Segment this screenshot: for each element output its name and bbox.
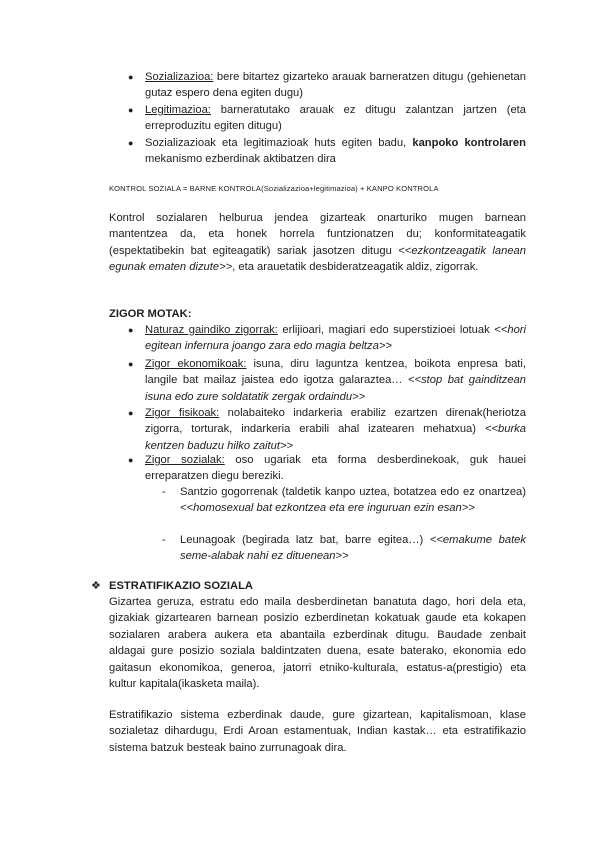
zigor-item-naturaz-gaindiko [145, 322, 526, 355]
bold-text: kanpoko kontrolaren [412, 137, 526, 149]
subitem-text: Leunagoak (begirada latz bat, barre egitea…) [180, 534, 430, 546]
zigor-text: nolabaiteko indarkeria erabiliz ezartzen direnak(heriotza zigorra, torturak, indarkeria erabili ahal izatearen mehatxua) [145, 407, 526, 436]
heading-estratifikazio-soziala: ESTRATIFIKAZIO SOZIALA [109, 580, 253, 592]
bullet-text: barneratutako arauak ez ditugu zalantzan jartzen (eta erreproduzitu egiten ditugu) [145, 104, 526, 133]
zigor-term: Naturaz gaindiko zigorrak: [145, 324, 278, 336]
bullet-kanpoko-kontrola [145, 135, 526, 168]
dash-icon: - [162, 534, 166, 546]
dash-icon: - [162, 486, 166, 498]
zigor-item-ekonomikoak [145, 356, 526, 405]
bullet-sozializazioa [145, 69, 526, 102]
bullet-icon: ● [128, 138, 134, 148]
bullet-icon: ● [128, 325, 134, 335]
bullet-text: mekanismo ezberdinak aktibatzen dira [145, 153, 336, 166]
zigor-item-fisikoak [145, 405, 526, 454]
zigor-term: Zigor fisikoak: [145, 407, 220, 419]
zigor-item-sozialak [145, 452, 526, 485]
term-sozializazioa: Sozializazioa: [145, 71, 214, 83]
paragraph-quote: <<ezkontzeagatik lanean egunak ematen dizute>> [109, 244, 526, 274]
diamond-bullet-icon: ❖ [91, 580, 101, 592]
zigor-text: isuna, diru laguntza kentzea, boikota enpresa bati, langile bat mailaz jaistea edo igotza galaraztea… [145, 358, 526, 387]
subitem-quote: <<homosexual bat ezkontzea eta ere inguruan ezin esan>> [180, 502, 475, 515]
paragraph-estratifikazioa-1: Gizartea geruza, estratu edo maila desberdinetan banatuta dago, hori dela eta, gizakiak gizartearen barnean posizio ezberdinetan kokatuak gaude eta kokapen sozialaren arabera aukera eta abantaila ezberdinak ditugu. Baudade zenbait aldagai gure posizio soziala baldintzaten duena, esate baterako, ekonomia edo gaitasun ekonomikoa, generoa, jatorri etniko-kulturala, estatus-a(prestigio) eta kultur kapitala(ikasketa maila). [109, 596, 526, 691]
heading-zigor-motak: ZIGOR MOTAK: [109, 308, 192, 320]
zigor-quote: <<burka kentzen baduzu hilko zaitut>> [145, 423, 526, 452]
bullet-icon: ● [128, 455, 134, 465]
bullet-text: bere bitartez gizarteko arauak barneratzen ditugu (gehienetan gutaz espero dena egiten dugu) [145, 71, 526, 100]
zigor-text: erlijioari, magiari edo superstizioei lotuak [277, 324, 495, 336]
bullet-icon: ● [128, 72, 134, 82]
subitem-quote: <<emakume batek seme-alabak nahi ez dituenean>> [180, 534, 526, 563]
zigor-term: Zigor ekonomikoak: [145, 358, 247, 370]
bullet-icon: ● [128, 105, 134, 115]
paragraph-text: Kontrol sozialaren helburua jendea gizarteak onarturiko mugen barnean mantentzea da, eta honek horrela funtzionatzen du; konformitateagatik (espektatibekin bat egiteagatik) sariak jasotzen ditugu [109, 212, 526, 257]
bullet-legitimazioa [145, 102, 526, 135]
bullet-icon: ● [128, 408, 134, 418]
paragraph-kontrol-soziala [109, 210, 526, 276]
zigor-quote: <<hori egitean infernura joango zara edo magia beltza>> [145, 324, 527, 353]
formula-line: KONTROL SOZIALA = BARNE KONTROLA(Sozializazioa+legitimazioa) + KANPO KONTROLA [109, 184, 439, 193]
subitem-text: Santzio gogorrenak (taldetik kanpo uztea, botatzea edo ez onartzea) [180, 486, 526, 498]
zigor-text: oso ugariak eta forma desberdinekoak, guk hauei erreparatzen diegu bereziki. [145, 454, 526, 483]
paragraph-text: , eta arauetatik desbideratzeagatik aldiz, zigorrak. [232, 261, 479, 274]
bullet-text: Sozializazioak eta legitimazioak huts egiten badu, [145, 137, 413, 149]
subitem-santzio-gogorrenak [180, 484, 526, 517]
bullet-icon: ● [128, 359, 134, 369]
term-legitimazioa: Legitimazioa: [145, 104, 211, 116]
paragraph-estratifikazioa-2: Estratifikazio sistema ezberdinak daude, gure gizartean, kapitalismoan, klase sozialetaz dihardugu, Erdi Aroan estamentuak, Indian kastak… eta estratifikazio sistema batzuk besteak baino zurrunagoak dira. [109, 709, 526, 754]
zigor-quote: <<stop bat gainditzean isuna edo zure soldatatik zergak ordaindu>> [145, 374, 526, 403]
zigor-term: Zigor sozialak: [145, 454, 225, 466]
subitem-leunagoak [180, 532, 526, 565]
